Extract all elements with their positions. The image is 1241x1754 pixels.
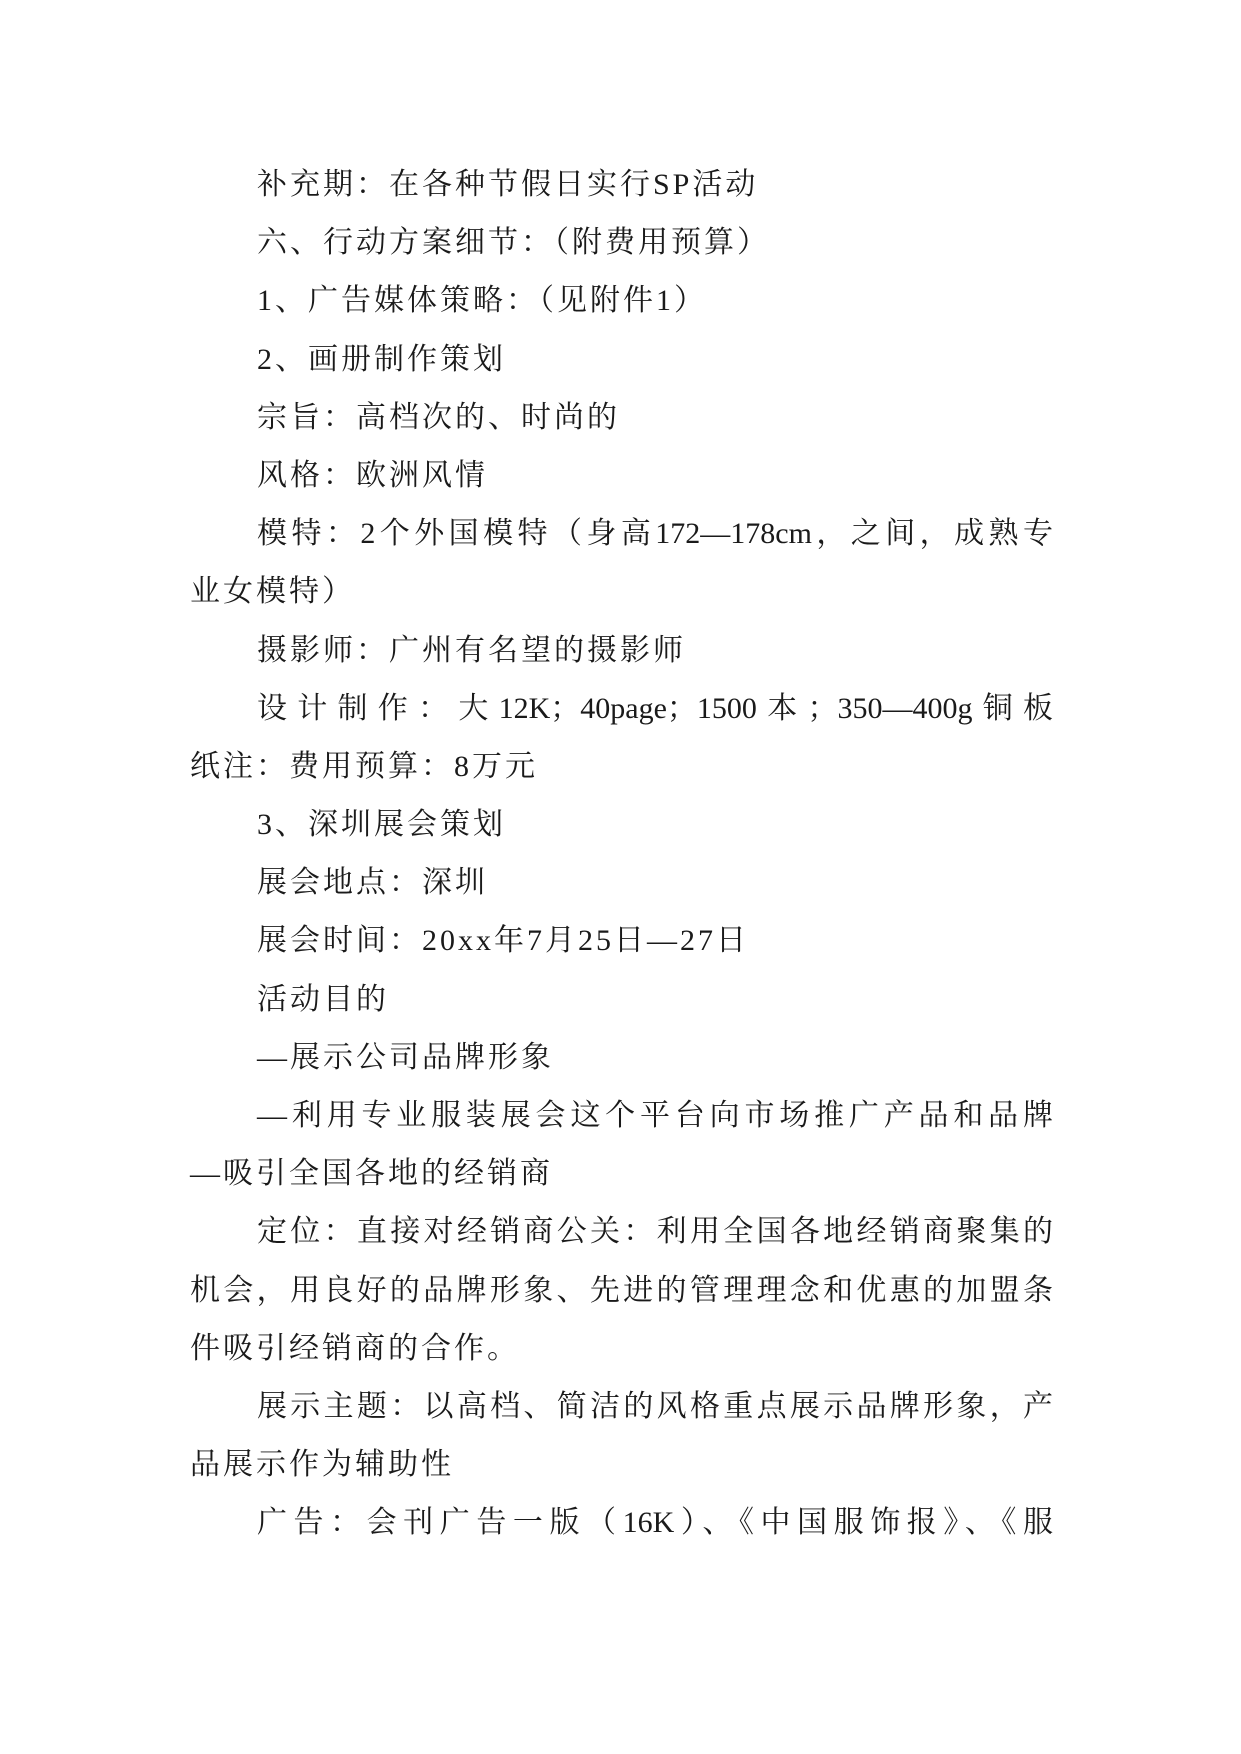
subsection-heading — [190, 331, 1053, 389]
text-line: 风格：欧洲风情 — [257, 458, 488, 492]
text-line: 设计制作：大12K；40page；1500本；350—400g铜板 — [257, 691, 1053, 725]
text-line: 纸注：费用预算：8万元 — [190, 749, 538, 783]
paragraph — [190, 912, 1053, 970]
text-line: 展会时间：20xx年7月25日—27日 — [257, 924, 749, 958]
text-line: —吸引全国各地的经销商 — [190, 1157, 553, 1191]
text-line: 业女模特） — [190, 575, 355, 609]
paragraph — [190, 156, 1053, 214]
text-line: 1、广告媒体策略：（见附件1） — [257, 284, 707, 318]
text-line: 定位：直接对经销商公关：利用全国各地经销商聚集的 — [257, 1215, 1053, 1249]
paragraph — [190, 447, 1053, 505]
paragraph — [190, 680, 1053, 796]
text-line: 件吸引经销商的合作。 — [190, 1331, 520, 1365]
text-line: 展会地点：深圳 — [257, 866, 488, 900]
text-line: 活动目的 — [257, 982, 389, 1016]
list-item — [190, 1029, 1053, 1087]
text-line: 机会，用良好的品牌形象、先进的管理理念和优惠的加盟条 — [190, 1273, 1053, 1307]
document-body — [190, 156, 1053, 1553]
text-line: 3、深圳展会策划 — [257, 808, 506, 842]
text-line: —利用专业服装展会这个平台向市场推广产品和品牌 — [257, 1099, 1053, 1132]
paragraph — [190, 1203, 1053, 1378]
subsection-heading — [190, 272, 1053, 330]
paragraph — [190, 1494, 1053, 1552]
text-line: 补充期：在各种节假日实行SP活动 — [257, 168, 759, 201]
paragraph — [190, 1378, 1053, 1494]
subsection-heading — [190, 796, 1053, 854]
list-item — [190, 1087, 1053, 1203]
text-line: 摄影师：广州有名望的摄影师 — [257, 633, 686, 667]
text-line: 六、行动方案细节：（附费用预算） — [257, 226, 770, 260]
section-heading — [190, 214, 1053, 272]
text-line: 模特：2个外国模特（身高172—178cm，之间，成熟专 — [257, 517, 1053, 551]
paragraph — [190, 389, 1053, 447]
text-line: 2、画册制作策划 — [257, 342, 506, 376]
paragraph — [190, 971, 1053, 1029]
text-line: 广告：会刊广告一版（16K）、《中国服饰报》、《服 — [257, 1506, 1053, 1540]
paragraph — [190, 854, 1053, 912]
text-line: 品展示作为辅助性 — [190, 1448, 454, 1482]
text-line: 展示主题：以高档、简洁的风格重点展示品牌形象，产 — [257, 1389, 1053, 1423]
paragraph — [190, 505, 1053, 621]
paragraph — [190, 622, 1053, 680]
text-line: —展示公司品牌形象 — [257, 1040, 554, 1074]
text-line: 宗旨：高档次的、时尚的 — [257, 400, 620, 434]
